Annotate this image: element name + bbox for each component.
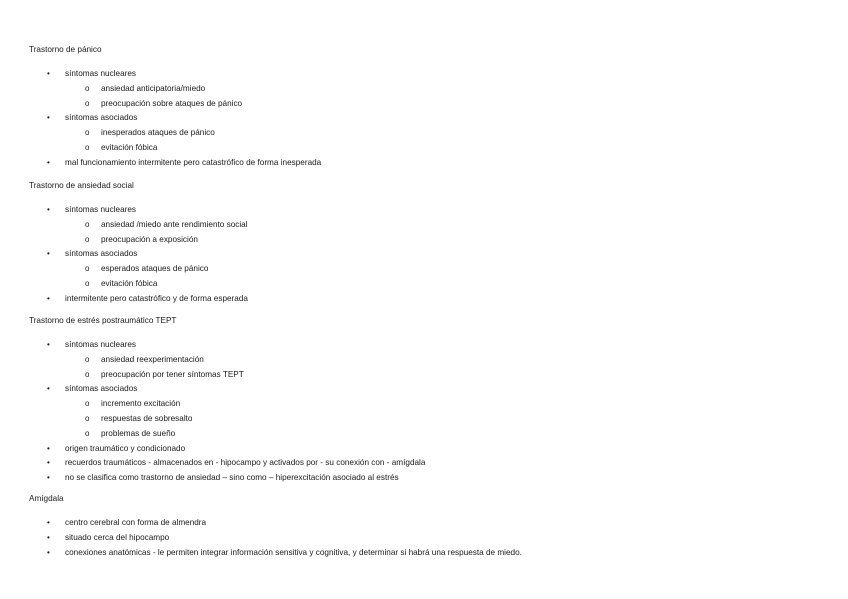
bullet-icon: •: [47, 443, 50, 453]
list-item: no se clasifica como trastorno de ansiedad – sino como – hiperexcitación asociado al estrés: [65, 473, 399, 483]
sub-list-item: esperados ataques de pánico: [101, 264, 209, 274]
bullet-icon: •: [47, 532, 50, 542]
list-item: recuerdos traumáticos - almacenados en - hipocampo y activados por - su conexión con - amígdala: [65, 458, 426, 468]
bullet-icon: •: [47, 113, 50, 123]
sub-bullet-icon: o: [85, 399, 90, 409]
list-item: conexiones anatómicas - le permiten integrar información sensitiva y cognitiva, y determinar si habrá una respuesta de miedo.: [65, 547, 522, 557]
sub-list-item: preocupación por tener síntomas TEPT: [101, 369, 244, 379]
bullet-icon: •: [47, 473, 50, 483]
sub-bullet-icon: o: [85, 264, 90, 274]
sub-list-item: evitación fóbica: [101, 143, 158, 152]
bullet-icon: •: [47, 384, 50, 394]
list-item: síntomas nucleares: [65, 69, 136, 78]
sub-bullet-icon: o: [85, 83, 90, 93]
sub-bullet-icon: o: [85, 98, 90, 108]
section-heading: Trastorno de pánico: [29, 45, 102, 54]
sub-list-item: problemas de sueño: [101, 428, 176, 438]
sub-list-item: preocupación sobre ataques de pánico: [101, 98, 243, 108]
sub-list-item: evitación fóbica: [101, 279, 158, 288]
bullet-icon: •: [47, 293, 50, 303]
list-item: intermitente pero catastrófico y de forma esperada: [65, 293, 248, 303]
bullet-icon: •: [47, 69, 50, 78]
sub-bullet-icon: o: [85, 234, 90, 244]
bullet-icon: •: [47, 547, 50, 557]
bullet-icon: •: [47, 157, 50, 167]
sub-list-item: ansiedad reexperimentación: [101, 354, 204, 364]
list-item: centro cerebral con forma de almendra: [65, 518, 207, 527]
bullet-icon: •: [47, 249, 50, 259]
sub-bullet-icon: o: [85, 428, 90, 438]
sub-bullet-icon: o: [85, 219, 90, 229]
sub-bullet-icon: o: [85, 143, 90, 152]
list-item: síntomas asociados: [65, 384, 138, 394]
list-item: síntomas nucleares: [65, 340, 136, 349]
sub-bullet-icon: o: [85, 279, 90, 288]
sub-bullet-icon: o: [85, 369, 90, 379]
list-item: síntomas asociados: [65, 113, 138, 123]
bullet-icon: •: [47, 340, 50, 349]
list-item: origen traumático y condicionado: [65, 443, 186, 453]
sub-list-item: incremento excitación: [101, 399, 181, 409]
list-item: síntomas nucleares: [65, 205, 136, 214]
sub-bullet-icon: o: [85, 354, 90, 364]
section-heading: Trastorno de ansiedad social: [29, 181, 134, 190]
sub-list-item: preocupación a exposición: [101, 234, 198, 244]
list-item: síntomas asociados: [65, 249, 138, 259]
bullet-icon: •: [47, 518, 50, 527]
list-item: situado cerca del hipocampo: [65, 532, 170, 542]
bullet-icon: •: [47, 205, 50, 214]
sub-list-item: ansiedad /miedo ante rendimiento social: [101, 219, 248, 229]
sub-list-item: ansiedad anticipatoria/miedo: [101, 83, 206, 93]
sub-list-item: respuestas de sobresalto: [101, 414, 193, 423]
list-item: mal funcionamiento intermitente pero catastrófico de forma inesperada: [65, 157, 322, 167]
sub-list-item: inesperados ataques de pánico: [101, 128, 215, 138]
sub-bullet-icon: o: [85, 414, 90, 423]
sub-bullet-icon: o: [85, 128, 90, 138]
bullet-icon: •: [47, 458, 50, 468]
section-heading: Amígdala: [29, 494, 64, 503]
section-heading: Trastorno de estrés postraumático TEPT: [29, 316, 177, 325]
